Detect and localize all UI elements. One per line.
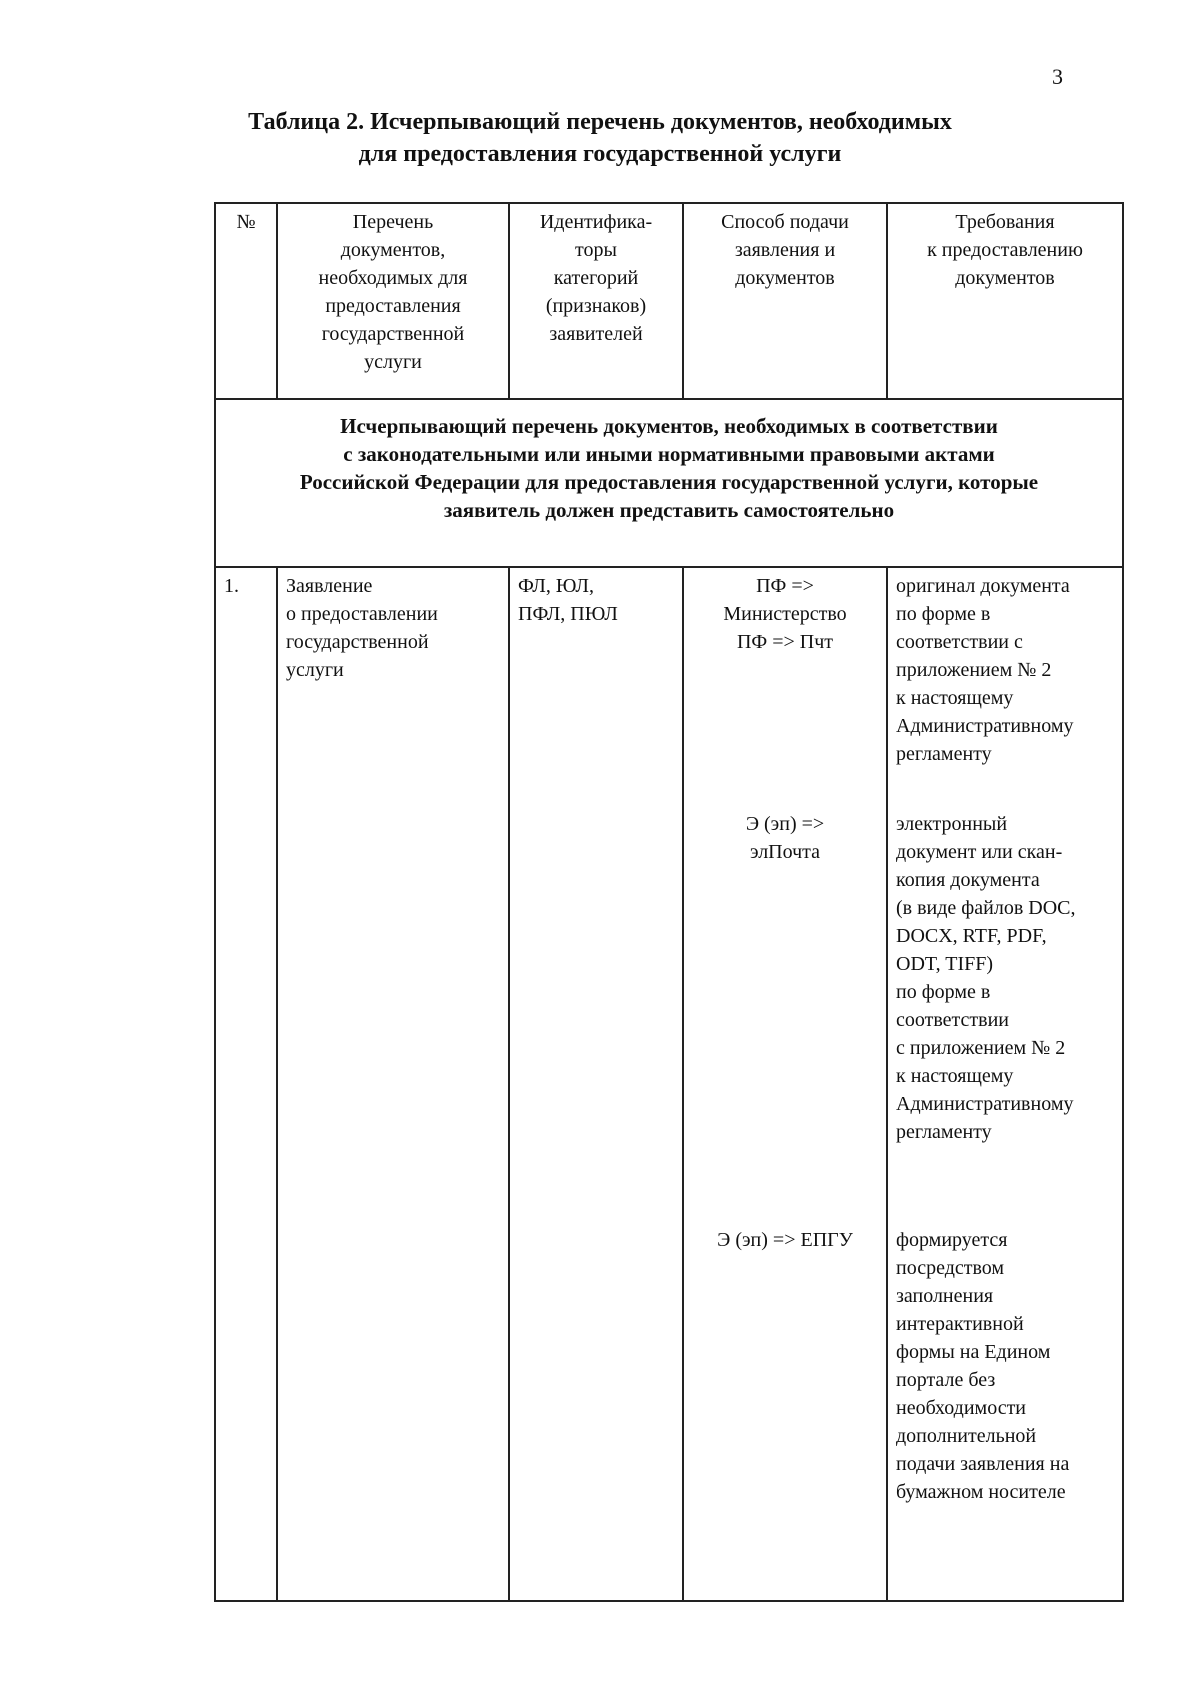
requirement-line: формы на Едином [896,1341,1051,1363]
header-requirements [888,208,1122,292]
requirement-line: по форме в [896,981,991,1003]
header-label: № [236,211,256,233]
column-divider [886,566,888,1602]
document-name-line: Заявление [286,575,373,597]
column-divider [276,566,278,1602]
section-heading-line: с законодательными или иными нормативными правовыми актами [343,442,995,466]
requirement-line: заполнения [896,1285,994,1307]
document-name-cell [286,572,500,684]
identifier-line: ФЛ, ЮЛ, [518,575,594,597]
requirement-line: ODT, TIFF) [896,953,994,975]
requirement-line: с приложением № 2 [896,1037,1066,1059]
row-number-text: 1. [224,575,239,597]
applicant-identifiers-cell [518,572,678,628]
requirement-line: Административному [896,1093,1074,1115]
requirement-line: регламенту [896,1121,992,1143]
page-number: 3 [1052,64,1063,89]
requirement-line: Административному [896,715,1074,737]
header-submission-method [684,208,886,292]
header-label: заявления и [734,239,836,261]
requirement-line: интерактивной [896,1313,1024,1335]
requirement-line: посредством [896,1257,1005,1279]
header-label: категорий [553,267,639,289]
requirement-line: копия документа [896,869,1040,891]
column-divider [682,566,684,1602]
section-heading-line: Исчерпывающий перечень документов, необходимых в соответствии [340,414,998,438]
header-label: предоставления [325,295,461,317]
requirement-line: приложением № 2 [896,659,1052,681]
submission-method-portal [684,1226,886,1254]
requirement-line: дополнительной [896,1425,1037,1447]
documents-table [214,202,1124,1602]
row-divider [214,566,1124,568]
requirement-line: (в виде файлов DOC, [896,897,1076,919]
requirement-paper [896,572,1116,768]
document-name-line: государственной [286,631,429,653]
identifier-line: ПФЛ, ПЮЛ [518,603,618,625]
header-label: документов [955,267,1055,289]
title-line: Таблица 2. Исчерпывающий перечень документов, необходимых [248,109,952,135]
row-divider [214,398,1124,400]
header-label: торы [575,239,617,261]
document-title [150,106,1050,170]
requirement-line: оригинал документа [896,575,1070,597]
requirement-portal [896,1226,1116,1506]
header-label: Перечень [352,211,434,233]
table-border-bottom [214,1600,1124,1602]
submission-method-paper [684,572,886,656]
section-heading [216,412,1122,524]
header-label: документов [735,267,835,289]
requirement-line: бумажном носителе [896,1481,1066,1503]
document-name-line: о предоставлении [286,603,438,625]
header-label: Требования [955,211,1055,233]
header-label: документов, [340,239,446,261]
requirement-line: регламенту [896,743,992,765]
requirement-line: необходимости [896,1397,1027,1419]
method-line: Э (эп) => ЕПГУ [717,1229,853,1251]
column-divider [508,566,510,1602]
row-number [224,572,274,600]
header-label: государственной [321,323,465,345]
requirement-line: формируется [896,1229,1008,1251]
header-label: Способ подачи [721,211,849,233]
header-documents [278,208,508,376]
requirement-line: портале без [896,1369,996,1391]
requirement-line: к настоящему [896,687,1014,709]
requirement-line: соответствии [896,1009,1010,1031]
method-line: ПФ => Пчт [736,631,834,653]
table-border-top [214,202,1124,204]
requirement-email [896,810,1116,1146]
header-number [216,208,276,236]
header-label: заявителей [549,323,643,345]
header-label: к предоставлению [927,239,1083,261]
requirement-line: соответствии с [896,631,1023,653]
method-line: Министерство [723,603,847,625]
title-line: для предоставления государственной услуги [358,141,842,167]
requirement-line: DOCX, RTF, PDF, [896,925,1047,947]
header-label: услуги [364,351,422,373]
requirement-line: по форме в [896,603,991,625]
header-label: (признаков) [545,295,647,317]
header-identifiers [510,208,682,348]
table-border-right [1122,202,1124,1602]
requirement-line: к настоящему [896,1065,1014,1087]
section-heading-line: Российской Федерации для предоставления государственной услуги, которые [299,470,1039,494]
header-label: Идентифика- [539,211,653,233]
submission-method-email [684,810,886,866]
requirement-line: электронный [896,813,1008,835]
method-line: ПФ => [756,575,814,597]
method-line: Э (эп) => [745,813,825,835]
section-heading-line: заявитель должен представить самостоятельно [443,498,895,522]
method-line: элПочта [749,841,821,863]
requirement-line: подачи заявления на [896,1453,1070,1475]
document-name-line: услуги [286,659,344,681]
header-label: необходимых для [318,267,468,289]
requirement-line: документ или скан- [896,841,1063,863]
